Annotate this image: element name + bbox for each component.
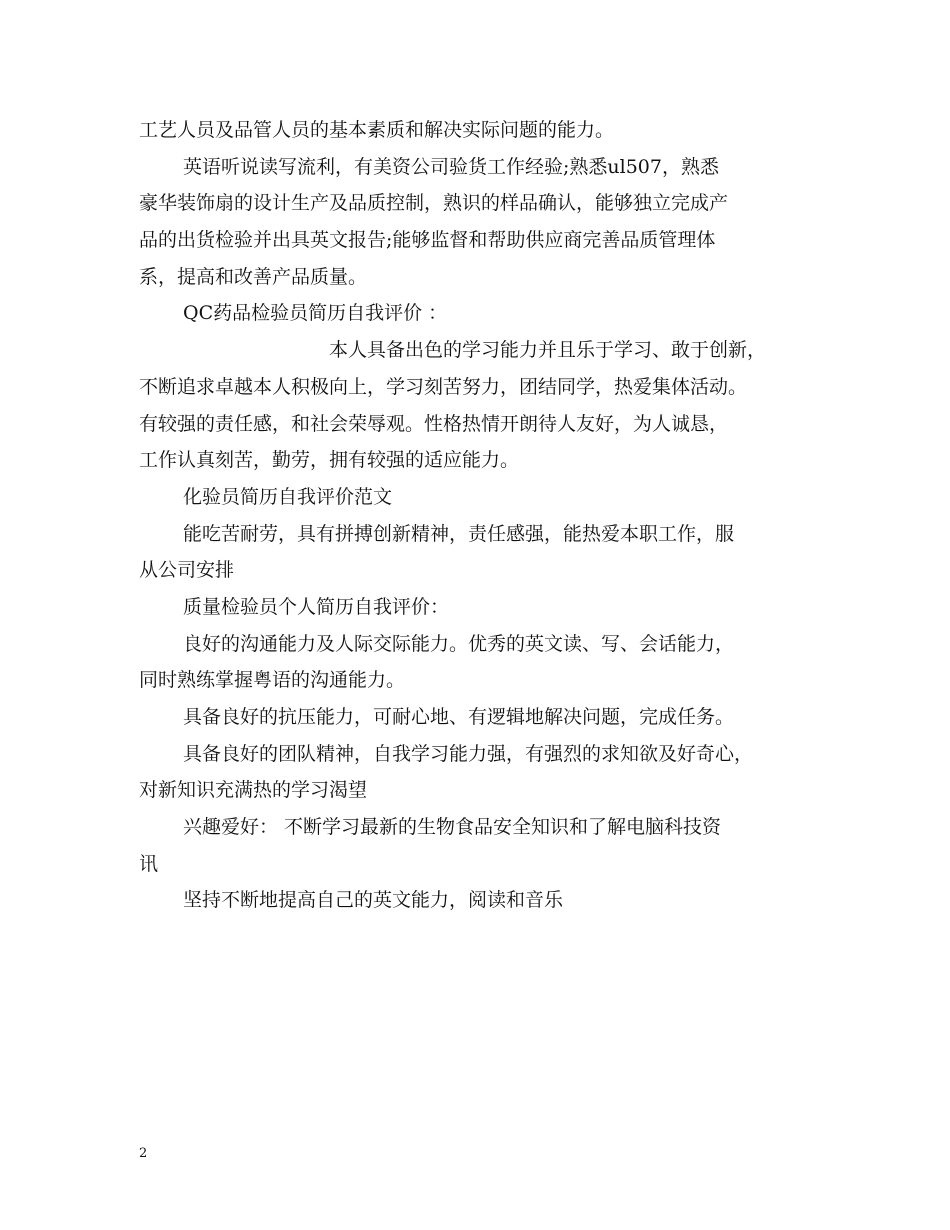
text-line: 从公司安排 [139, 559, 235, 582]
text-line: 具备良好的抗压能力，可耐心地、有逻辑地解决问题，完成任务。 [183, 706, 735, 728]
text-line: 不断追求卓越本人积极向上，学习刻苦努力，团结同学，热爱集体活动。 [139, 375, 748, 398]
text-line: 系，提高和改善产品质量。 [139, 265, 368, 288]
text-line: 讯 [139, 852, 159, 875]
section-heading: 质量检验员个人简历自我评价： [183, 595, 450, 618]
page-number: 2 [139, 1146, 148, 1161]
text-line: 豪华装饰扇的设计生产及品质控制，熟识的样品确认，能够独立完成产 [139, 192, 729, 215]
text-line: 本人具备出色的学习能力并且乐于学习、敢于创新， [329, 339, 767, 362]
section-heading: 化验员简历自我评价范文 [183, 485, 393, 508]
text-line: 具备良好的团队精神，自我学习能力强，有强烈的求知欲及好奇心， [183, 742, 754, 765]
text-line: 有较强的责任感，和社会荣辱观。性格热情开朗待人友好，为人诚恳， [139, 412, 729, 435]
document-body [139, 112, 839, 919]
text-line: 能吃苦耐劳，具有拼搏创新精神，责任感强，能热爱本职工作，服 [183, 522, 735, 545]
text-line: 同时熟练掌握粤语的沟通能力。 [139, 669, 406, 692]
text-line: 英语听说读写流利，有美资公司验货工作经验;熟悉ul507，熟悉 [183, 155, 719, 178]
text-line: 品的出货检验并出具英文报告;能够监督和帮助供应商完善品质管理体 [139, 229, 716, 252]
text-line: 工艺人员及品管人员的基本素质和解决实际问题的能力。 [139, 119, 615, 141]
text-line: 对新知识充满热的学习渴望 [139, 779, 368, 802]
text-line: 兴趣爱好： 不断学习最新的生物食品安全知识和了解电脑科技资 [183, 816, 722, 839]
text-line: 良好的沟通能力及人际交际能力。优秀的英文读、写、会话能力， [183, 632, 735, 655]
text-line: 坚持不断地提高自己的英文能力，阅读和音乐 [183, 889, 564, 912]
text-line: 工作认真刻苦，勤劳，拥有较强的适应能力。 [139, 449, 520, 472]
section-heading: QC药品检验员简历自我评价 ： [183, 302, 448, 325]
